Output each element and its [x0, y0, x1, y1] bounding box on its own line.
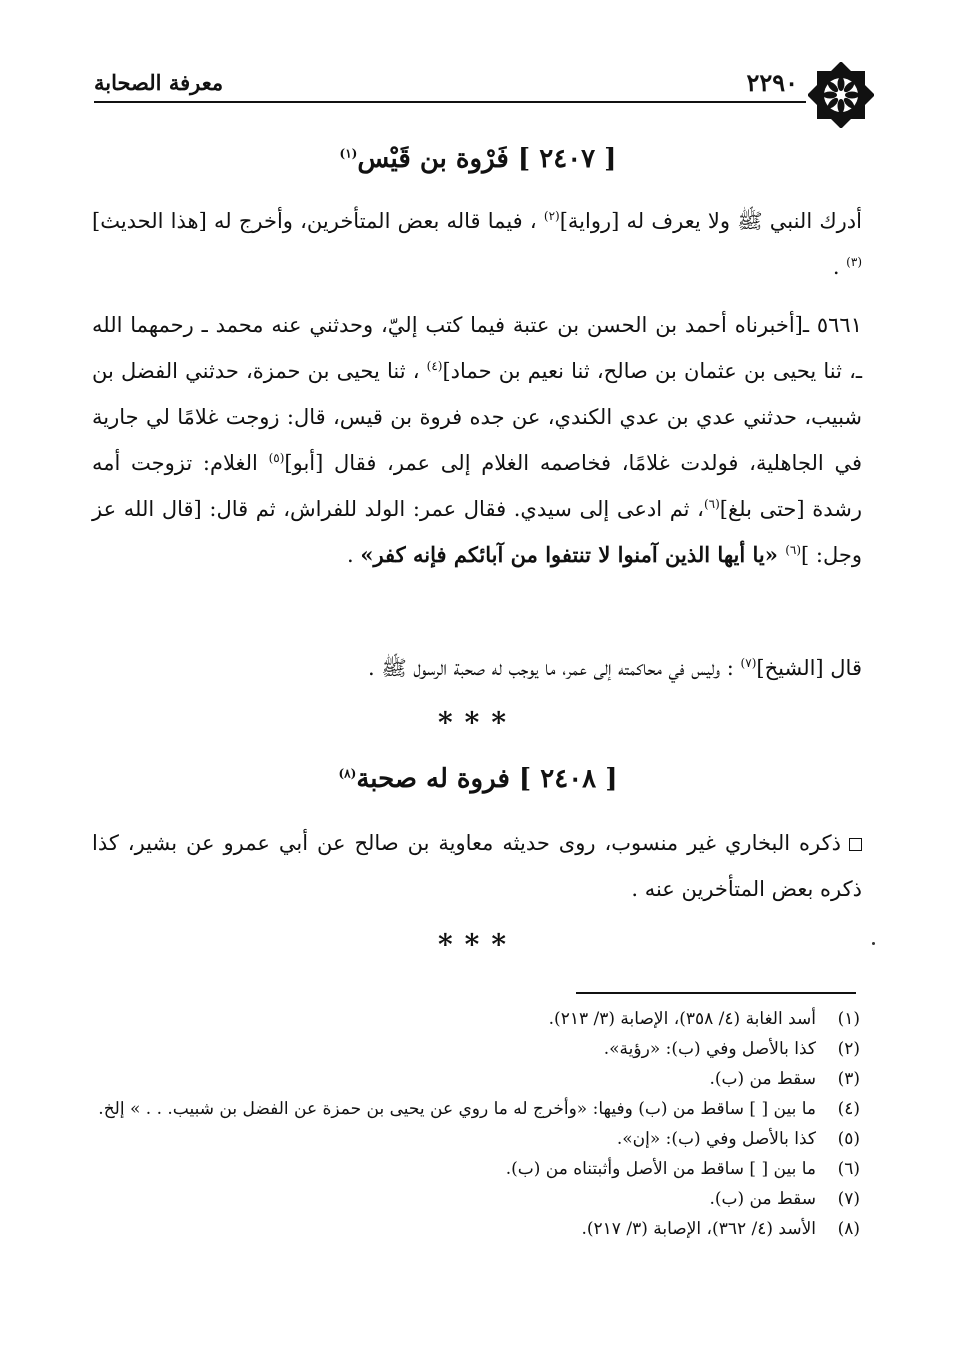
footnote-number: (٢): [837, 1039, 860, 1059]
footnotes-list: [92, 1004, 860, 1244]
footnote-divider: [576, 992, 856, 994]
footnote-ref: (٨): [338, 766, 357, 781]
footnote-text: أسد الغابة (٤/ ٣٥٨)، الإصابة (٣/ ٢١٣).: [548, 1009, 816, 1029]
intro-text: .: [832, 255, 847, 279]
hadith-text: ٥٦٦١ ـ[أخبرناه أحمد بن الحسن بن عتبة فيما كتب إليّ، وحدثني عنه محمد ـ رحمهما الله ـ، ثنا يحيى بن عثمان بن صالح، ثنا نعيم بن حماد]: [92, 313, 862, 383]
footnote-text: كذا بالأصل وفي (ب): «رؤية».: [603, 1039, 816, 1059]
comment-text: قال [الشيخ]: [756, 656, 862, 680]
footnote: [92, 1124, 860, 1154]
footnote-ref: (٤): [426, 359, 443, 373]
intro-text: ، فيما قاله بعض المتأخرين، وأخرج له [هذا الحديث]: [92, 209, 544, 233]
entry-heading-2407: [60, 144, 896, 174]
footnote-text: كذا بالأصل وفي (ب): «إن».: [616, 1129, 816, 1149]
header-divider: [94, 101, 806, 103]
page-number: ٢٢٩٠: [746, 68, 798, 97]
footnote-text: سقط من (ب).: [709, 1189, 816, 1209]
footnote-text: الأسد (٤/ ٣٦٢)، الإصابة (٣/ ٢١٧).: [581, 1219, 816, 1239]
footnote: [92, 1064, 860, 1094]
footnote-ref: (٦): [785, 543, 802, 557]
footnote: [92, 1094, 860, 1124]
entry-intro-paragraph: [92, 198, 862, 290]
footnote-number: (٨): [837, 1219, 860, 1239]
footnote-text: ما بين [ ] ساقط من (ب) وفيها: «وأخرج له ما روي عن يحيى بن حمزة عن الفضل بن شبيب. . . » إلخ.: [98, 1099, 816, 1119]
intro-text: أدرك النبي ﷺ ولا يعرف له [رواية]: [559, 209, 862, 233]
footnote-ref: (١): [339, 146, 358, 161]
running-header-title: معرفة الصحابة: [94, 70, 224, 95]
footnote: [92, 1034, 860, 1064]
footnote: [92, 1214, 860, 1244]
square-marker-icon: [849, 838, 862, 851]
comment-text: : وليس في محاكمته إلى عمر، ما يوجب له صحبة الرسول ﷺ .: [367, 656, 741, 680]
hadith-paragraph: [92, 302, 862, 578]
footnote-number: (٣): [837, 1069, 860, 1089]
quran-quote: «يا أيها الذين آمنوا لا تنتفوا من آبائكم فإنه كفر»: [360, 542, 786, 567]
entry-text: ذكره البخاري غير منسوب، روى حديثه معاوية بن صالح عن أبي عمرو عن بشير، كذا ذكره بعض المتأخرين عنه .: [92, 831, 862, 901]
footnote-ref: (٥): [268, 451, 285, 465]
footnote-number: (٤): [837, 1099, 860, 1119]
footnote-ref: (٧): [740, 656, 757, 670]
hadith-text: ، ثنا يحيى بن حمزة، حدثني الفضل بن شبيب، حدثني عدي بن عدي الكندي، عن جده فروة بن قيس، قال: زوجت غلامًا لي جارية في الجاهلية، فولدت غلامًا، فخاصمه الغلام إلى عمر، فقال [أبو]: [92, 359, 862, 475]
footnote: [92, 1154, 860, 1184]
footnote-ref: (٦): [703, 497, 720, 511]
hadith-text: الغلام: تزوجت أمه رشدة [حتى بلغ]: [92, 451, 863, 521]
hadith-text: ، ثم ادعى إلى سيدي. فقال عمر: الولد للفراش، ثم قال: [قال الله عز وجل: ]: [92, 497, 862, 567]
section-separator: ***: [438, 706, 518, 739]
sheikh-comment: [92, 645, 862, 691]
footnote-number: (١): [837, 1009, 860, 1029]
entry-heading-text: [ ٢٤٠٧ ] فَرْوة بن قَيْس: [357, 144, 617, 174]
octagram-ornament-icon: [808, 62, 874, 128]
footnote-number: (٦): [837, 1159, 860, 1179]
footnote-number: (٥): [837, 1129, 860, 1149]
footnote: [92, 1004, 860, 1034]
footnote-ref: (٣): [846, 255, 862, 269]
print-speck: [872, 942, 875, 945]
footnote-text: سقط من (ب).: [709, 1069, 816, 1089]
footnote-ref: (٢): [543, 209, 560, 223]
section-separator: ***: [438, 928, 518, 961]
footnote-number: (٧): [837, 1189, 860, 1209]
hadith-text: .: [346, 543, 361, 567]
footnote: [92, 1184, 860, 1214]
entry-heading-text: [ ٢٤٠٨ ] فروة له صحبة: [356, 764, 618, 794]
entry-2408-paragraph: [92, 820, 862, 912]
entry-heading-2408: [60, 764, 896, 794]
footnote-text: ما بين [ ] ساقط من الأصل وأثبتناه من (ب).: [505, 1159, 816, 1179]
